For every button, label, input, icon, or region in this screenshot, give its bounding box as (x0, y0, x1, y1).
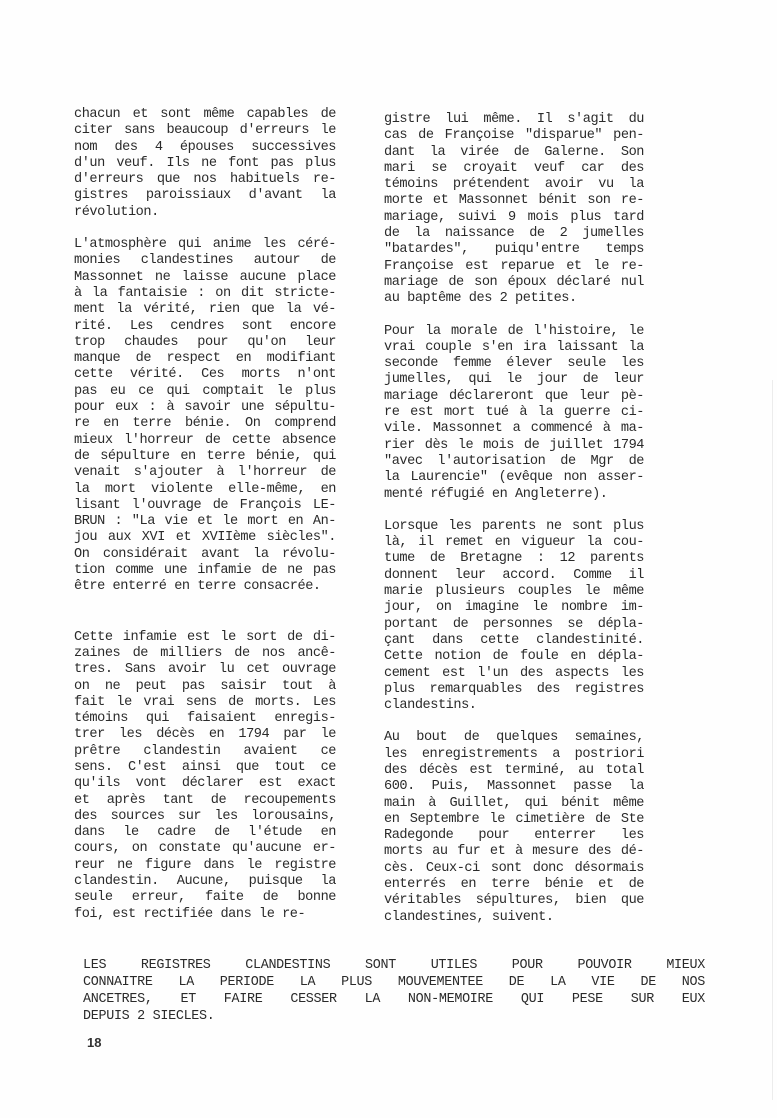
paragraph-gap (74, 221, 336, 237)
text-line: au baptême des 2 petites. (384, 291, 577, 307)
text-line: rité. Les cendres sont encore (74, 318, 336, 334)
text-line: vrai couple s'en ira laissant la (384, 339, 644, 355)
page-number: 18 (87, 1035, 102, 1050)
text-line: pour eux : à savoir une sépultu- (74, 400, 336, 416)
text-line: seule erreur, faite de bonne (74, 890, 336, 906)
page-edge-shadow (772, 380, 773, 1100)
paragraph (384, 324, 644, 503)
text-line: reur ne figure dans le registre (74, 857, 336, 873)
text-line: Au bout de quelques semaines, (384, 730, 644, 746)
text-line: d'erreurs que nos habituels re- (74, 172, 336, 188)
text-line: Massonnet ne laisse aucune place (74, 269, 336, 285)
paragraph (74, 237, 336, 596)
paragraph-gap (384, 503, 644, 519)
text-line: cès. Ceux-ci sont donc désormais (384, 860, 644, 876)
text-line: mari se croyait veuf car des (384, 160, 644, 176)
text-line: menté réfugié en Angleterre). (384, 486, 608, 502)
paragraph (384, 112, 644, 308)
text-line: re en terre bénie. On comprend (74, 416, 336, 432)
text-line: dant la virée de Galerne. Son (384, 144, 644, 160)
text-line: qu'ils vont déclarer est exact (74, 776, 336, 792)
conclusion-text (83, 957, 705, 1025)
text-line: fait le vrai sens de morts. Les (74, 694, 336, 710)
text-line: citer sans beaucoup d'erreurs le (74, 123, 336, 139)
text-line: et après tant de recoupements (74, 792, 336, 808)
text-line: L'atmosphère qui anime les céré- (74, 237, 336, 253)
text-line: seconde femme élever seule les (384, 356, 644, 372)
text-line: çant dans cette clandestinité. (384, 632, 644, 648)
text-line: à la fantaisie : on dit stricte- (74, 285, 336, 301)
text-line: prêtre clandestin avaient ce (74, 743, 336, 759)
conclusion-line: CONNAITRE LA PERIODE LA PLUS MOUVEMENTEE DE LA VIE DE NOS (83, 975, 705, 990)
text-line: morts au fur et à mesure des dé- (384, 844, 644, 860)
text-line: Pour la morale de l'histoire, le (384, 323, 644, 339)
text-line: zaines de milliers de nos ancê- (74, 645, 336, 661)
text-line: lisant l'ouvrage de François LE- (74, 497, 336, 513)
text-line: vile. Massonnet a commencé à ma- (384, 421, 644, 437)
text-line: "batardes", puiqu'entre temps (384, 242, 644, 258)
text-line: plus remarquables des registres (384, 681, 644, 697)
conclusion-line: LES REGISTRES CLANDESTINS SONT UTILES POUR POUVOIR MIEUX (83, 958, 705, 973)
text-line: venait s'ajouter à l'horreur de (74, 465, 336, 481)
conclusion-line: DEPUIS 2 SIECLES. (83, 1009, 215, 1024)
text-line: trop chaudes pour qu'on leur (74, 334, 336, 350)
text-line: cas de Françoise "disparue" pen- (384, 128, 644, 144)
text-line: clandestines, suivent. (384, 909, 554, 925)
paragraph-gap (384, 714, 644, 730)
paragraph (384, 519, 644, 715)
text-line: tume de Bretagne : 12 parents (384, 551, 644, 567)
text-line: ment la vérité, rien que la vé- (74, 302, 336, 318)
text-line: gistre lui même. Il s'agit du (384, 112, 644, 127)
text-line: jumelles, qui le jour de leur (384, 372, 644, 388)
text-line: révolution. (74, 204, 159, 220)
text-line: mariage déclareront que leur pè- (384, 388, 644, 404)
paragraph (74, 630, 336, 923)
paragraph-gap (384, 308, 644, 324)
text-line: portant de personnes se dépla- (384, 616, 644, 632)
text-line: donnent leur accord. Comme il (384, 567, 644, 583)
text-line: témoins prétendent avoir vu la (384, 177, 644, 193)
text-line: Cette infamie est le sort de di- (74, 629, 336, 645)
text-line: Lorsque les parents ne sont plus (384, 518, 644, 534)
text-line: jou aux XVI et XVIIème siècles". (74, 530, 336, 546)
text-line: on ne peut pas saisir tout à (74, 678, 336, 694)
text-line: clandestins. (384, 698, 477, 714)
text-line: de la naissance de 2 jumelles (384, 226, 644, 242)
text-line: 600. Puis, Massonnet passe la (384, 779, 644, 795)
text-line: dans le cadre de l'étude en (74, 825, 336, 841)
text-line: tres. Sans avoir lu cet ouvrage (74, 662, 336, 678)
text-line: les enregistrements a postriori (384, 746, 644, 762)
text-line: clandestin. Aucune, puisque la (74, 874, 336, 890)
text-line: mariage de son époux déclaré nul (384, 274, 644, 290)
paragraph-gap (74, 596, 336, 630)
text-line: main à Guillet, qui bénit même (384, 795, 644, 811)
text-line: cement est l'un des aspects les (384, 665, 644, 681)
text-line: "avec l'autorisation de Mgr de (384, 453, 644, 469)
text-line: jour, on imagine le nombre im- (384, 600, 644, 616)
text-line: nom des 4 épouses successives (74, 139, 336, 155)
text-line: foi, est rectifiée dans le re- (74, 906, 306, 922)
text-line: d'un veuf. Ils ne font pas plus (74, 155, 336, 171)
text-line: morte et Massonnet bénit son re- (384, 193, 644, 209)
text-line: des sources sur les lorousains, (74, 808, 336, 824)
text-line: tion comme une infamie de ne pas (74, 563, 336, 579)
text-line: en Septembre le cimetière de Ste (384, 811, 644, 827)
text-line: là, il remet en vigueur la cou- (384, 535, 644, 551)
paragraph (74, 107, 336, 221)
text-line: BRUN : "La vie et le mort en An- (74, 514, 336, 530)
text-line: témoins qui faisaient enregis- (74, 711, 336, 727)
text-line: mariage, suivi 9 mois plus tard (384, 209, 644, 225)
text-line: rier dès le mois de juillet 1794 (384, 437, 644, 453)
text-line: re est mort tué à la guerre ci- (384, 405, 644, 421)
text-line: Radegonde pour enterrer les (384, 828, 644, 844)
text-line: On considérait avant la révolu- (74, 546, 336, 562)
text-line: être enterré en terre consacrée. (74, 579, 321, 595)
text-line: la mort violente elle-même, en (74, 481, 336, 497)
text-line: monies clandestines autour de (74, 253, 336, 269)
right-column (384, 112, 644, 926)
text-line: cette vérité. Ces morts n'ont (74, 367, 336, 383)
text-line: des décès est terminé, au total (384, 762, 644, 778)
text-line: pas eu ce qui comptait le plus (74, 383, 336, 399)
text-line: mieux l'horreur de cette absence (74, 432, 336, 448)
text-line: gistres paroissiaux d'avant la (74, 188, 336, 204)
paragraph (384, 730, 644, 926)
text-line: marie plusieurs couples le même (384, 584, 644, 600)
left-column (74, 107, 336, 923)
text-line: enterrés en terre bénie et de (384, 877, 644, 893)
text-line: véritables sépultures, bien que (384, 893, 644, 909)
text-line: Cette notion de foule en dépla- (384, 649, 644, 665)
text-line: sens. C'est ainsi que tout ce (74, 759, 336, 775)
text-line: Françoise est reparue et le re- (384, 258, 644, 274)
text-line: trer les décès en 1794 par le (74, 727, 336, 743)
conclusion-line: ANCETRES, ET FAIRE CESSER LA NON-MEMOIRE QUI PESE SUR EUX (83, 992, 705, 1007)
text-line: manque de respect en modifiant (74, 351, 336, 367)
text-line: de sépulture en terre bénie, qui (74, 448, 336, 464)
text-line: la Laurencie" (evêque non asser- (384, 470, 644, 486)
text-line: chacun et sont même capables de (74, 107, 336, 122)
text-line: cours, on constate qu'aucune er- (74, 841, 336, 857)
